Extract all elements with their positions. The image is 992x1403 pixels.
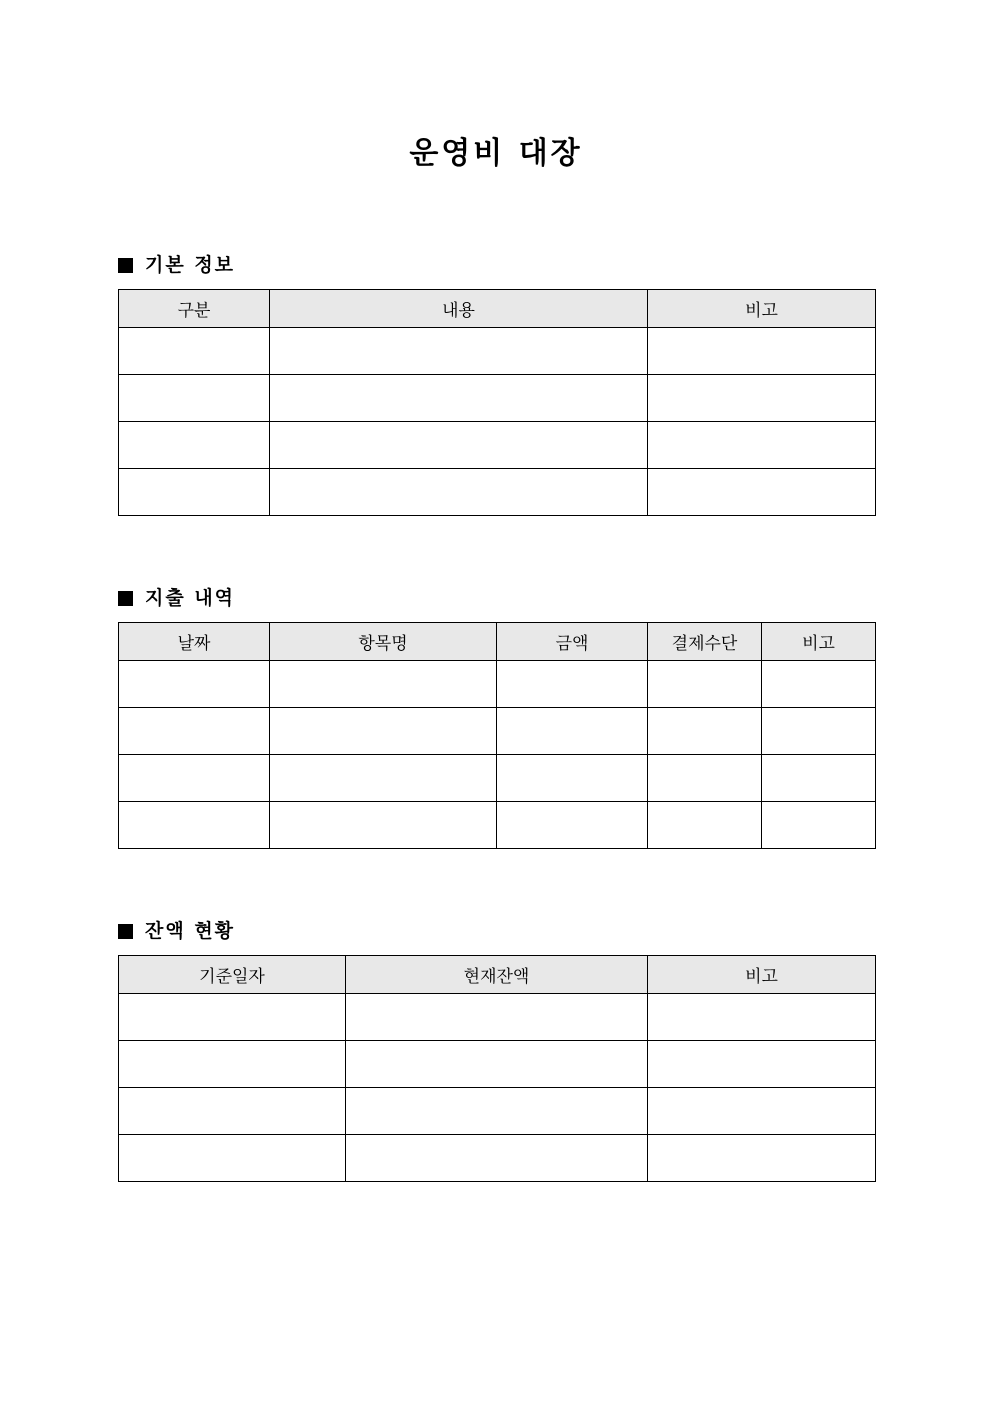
table-cell[interactable] bbox=[648, 375, 876, 422]
table-cell[interactable] bbox=[119, 375, 270, 422]
table-cell[interactable] bbox=[497, 661, 648, 708]
table-cell[interactable] bbox=[648, 328, 876, 375]
basic-info-table bbox=[118, 289, 876, 516]
table-row bbox=[119, 422, 876, 469]
section-heading-basic-info bbox=[118, 252, 235, 278]
table-cell[interactable] bbox=[648, 1088, 876, 1135]
table-cell[interactable] bbox=[270, 708, 497, 755]
table-cell[interactable] bbox=[270, 802, 497, 849]
table-cell[interactable] bbox=[119, 1041, 346, 1088]
table-cell[interactable] bbox=[270, 375, 648, 422]
table-header-row bbox=[119, 290, 876, 328]
section-heading-label: 기본 정보 bbox=[145, 254, 236, 276]
balance-table bbox=[118, 955, 876, 1182]
table-cell[interactable] bbox=[119, 469, 270, 516]
table-cell[interactable] bbox=[119, 755, 270, 802]
table-row bbox=[119, 802, 876, 849]
table-cell[interactable] bbox=[270, 661, 497, 708]
table-cell[interactable] bbox=[119, 661, 270, 708]
expenses-table bbox=[118, 622, 876, 849]
table-cell[interactable] bbox=[648, 755, 762, 802]
column-header-remarks: 비고 bbox=[648, 956, 876, 994]
table-cell[interactable] bbox=[648, 994, 876, 1041]
table-cell[interactable] bbox=[270, 469, 648, 516]
table-cell[interactable] bbox=[497, 802, 648, 849]
table-cell[interactable] bbox=[648, 422, 876, 469]
section-heading-label: 지출 내역 bbox=[145, 587, 236, 609]
table-cell[interactable] bbox=[119, 708, 270, 755]
table-header-row bbox=[119, 956, 876, 994]
table-cell[interactable] bbox=[119, 1088, 346, 1135]
table-cell[interactable] bbox=[119, 1135, 346, 1182]
table-cell[interactable] bbox=[497, 708, 648, 755]
document-title: 운영비 대장 bbox=[409, 136, 583, 171]
table-cell[interactable] bbox=[346, 1135, 648, 1182]
table-cell[interactable] bbox=[270, 422, 648, 469]
table-cell[interactable] bbox=[119, 328, 270, 375]
table-cell[interactable] bbox=[119, 422, 270, 469]
table-cell[interactable] bbox=[270, 328, 648, 375]
table-row bbox=[119, 469, 876, 516]
table-cell[interactable] bbox=[346, 1041, 648, 1088]
table-row bbox=[119, 1041, 876, 1088]
column-header-payment-method: 결제수단 bbox=[648, 623, 762, 661]
table-cell[interactable] bbox=[648, 708, 762, 755]
column-header-date: 날짜 bbox=[119, 623, 270, 661]
table-cell[interactable] bbox=[119, 802, 270, 849]
black-square-icon bbox=[118, 591, 133, 606]
table-cell[interactable] bbox=[762, 661, 876, 708]
column-header-item-name: 항목명 bbox=[270, 623, 497, 661]
column-header-remarks: 비고 bbox=[762, 623, 876, 661]
table-cell[interactable] bbox=[270, 755, 497, 802]
table-cell[interactable] bbox=[346, 994, 648, 1041]
table-cell[interactable] bbox=[762, 708, 876, 755]
black-square-icon bbox=[118, 258, 133, 273]
section-heading-balance bbox=[118, 918, 235, 944]
table-row bbox=[119, 755, 876, 802]
table-row bbox=[119, 708, 876, 755]
column-header-content: 내용 bbox=[270, 290, 648, 328]
column-header-amount: 금액 bbox=[497, 623, 648, 661]
table-row bbox=[119, 994, 876, 1041]
table-row bbox=[119, 328, 876, 375]
table-cell[interactable] bbox=[648, 802, 762, 849]
table-cell[interactable] bbox=[762, 755, 876, 802]
table-row bbox=[119, 1088, 876, 1135]
section-heading-expenses bbox=[118, 585, 235, 611]
section-heading-label: 잔액 현황 bbox=[145, 920, 236, 942]
table-cell[interactable] bbox=[346, 1088, 648, 1135]
column-header-category: 구분 bbox=[119, 290, 270, 328]
column-header-reference-date: 기준일자 bbox=[119, 956, 346, 994]
black-square-icon bbox=[118, 924, 133, 939]
table-header-row bbox=[119, 623, 876, 661]
table-cell[interactable] bbox=[648, 1041, 876, 1088]
table-row bbox=[119, 375, 876, 422]
table-cell[interactable] bbox=[648, 469, 876, 516]
table-cell[interactable] bbox=[648, 661, 762, 708]
table-cell[interactable] bbox=[497, 755, 648, 802]
column-header-current-balance: 현재잔액 bbox=[346, 956, 648, 994]
table-row bbox=[119, 1135, 876, 1182]
table-cell[interactable] bbox=[119, 994, 346, 1041]
table-row bbox=[119, 661, 876, 708]
table-cell[interactable] bbox=[762, 802, 876, 849]
column-header-remarks: 비고 bbox=[648, 290, 876, 328]
table-cell[interactable] bbox=[648, 1135, 876, 1182]
